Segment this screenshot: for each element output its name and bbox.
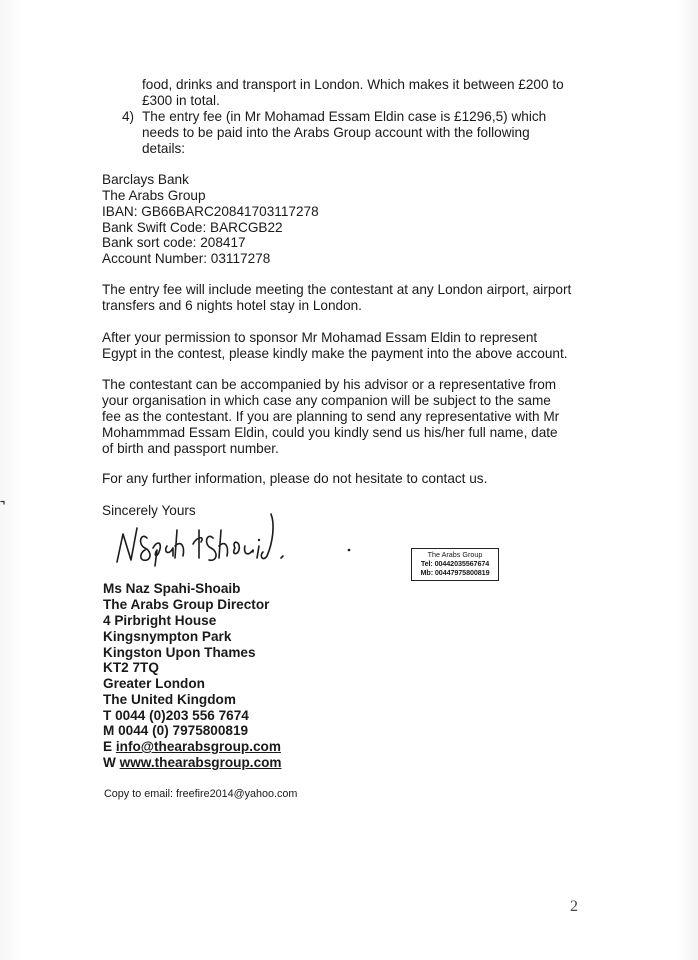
paragraph-companion-line-1: The contestant can be accompanied by his advisor or a representative from	[102, 377, 557, 392]
list-item-line-2: needs to be paid into the Arabs Group account with the following	[142, 125, 530, 140]
signatory-name: Ms Naz Spahi-Shoaib	[103, 581, 241, 596]
address-country: The United Kingdom	[103, 692, 236, 707]
paragraph-contact: For any further information, please do not hesitate to contact us.	[102, 471, 488, 486]
telephone: T 0044 (0)203 556 7674	[103, 708, 249, 723]
address-postcode: KT2 7TQ	[103, 660, 159, 675]
paragraph-fee-line-2: transfers and 6 nights hotel stay in London.	[102, 298, 362, 313]
address-line-1: 4 Pirbright House	[103, 613, 217, 628]
company-stamp	[411, 548, 499, 581]
list-item-line-1: The entry fee (in Mr Mohamad Essam Eldin case is £1296,5) which	[142, 109, 547, 124]
signatory-title: The Arabs Group Director	[103, 597, 270, 612]
list-item-number: 4)	[122, 109, 135, 124]
address-line-2: Kingsnympton Park	[103, 629, 232, 644]
list-continuation-line-2: £300 in total.	[142, 93, 220, 108]
address-line-3: Kingston Upon Thames	[103, 645, 256, 660]
paragraph-permission-line-2: Egypt in the contest, please kindly make the payment into the above account.	[102, 346, 568, 361]
email-row	[103, 739, 281, 755]
website-link[interactable]: www.thearabsgroup.com	[119, 755, 282, 770]
iban: IBAN: GB66BARC20841703117278	[102, 204, 319, 219]
paragraph-companion-line-5: of birth and passport number.	[102, 441, 279, 456]
paragraph-companion-line-4: Mohammmad Essam Eldin, could you kindly send us his/her full name, date	[102, 425, 558, 440]
sort-code: Bank sort code: 208417	[102, 235, 246, 250]
website-prefix: W	[103, 755, 116, 770]
paragraph-companion-line-2: your organisation in which case any companion will be subject to the same	[102, 393, 551, 408]
mobile: M 0044 (0) 7975800819	[103, 723, 249, 738]
stamp-company: The Arabs Group	[427, 550, 483, 559]
email-prefix: E	[103, 739, 113, 754]
account-number: Account Number: 03117278	[102, 251, 271, 266]
address-region: Greater London	[103, 676, 205, 691]
paragraph-permission-line-1: After your permission to sponsor Mr Mohamad Essam Eldin to represent	[102, 330, 538, 345]
page-number: 2	[570, 898, 578, 915]
email-link[interactable]: info@thearabsgroup.com	[115, 739, 281, 754]
website-row	[103, 755, 282, 771]
handwritten-signature	[113, 500, 353, 572]
paragraph-companion-line-3: fee as the contestant. If you are planning to send any representative with Mr	[102, 409, 560, 424]
stamp-mob: Mb: 00447975800819	[420, 568, 490, 577]
closing: Sincerely Yours	[102, 503, 196, 518]
account-holder: The Arabs Group	[102, 188, 206, 203]
swift-code: Bank Swift Code: BARCGB22	[102, 220, 283, 235]
list-item-line-3: details:	[142, 141, 186, 156]
stamp-tel: Tel: 00442035567674	[420, 559, 490, 568]
bank-name: Barclays Bank	[102, 172, 189, 187]
scan-mark	[0, 498, 6, 505]
list-continuation-line-1: food, drinks and transport in London. Which makes it between £200 to	[142, 77, 564, 92]
paragraph-fee-line-1: The entry fee will include meeting the contestant at any London airport, airport	[102, 282, 572, 297]
copy-to-email: Copy to email: freefire2014@yahoo.com	[104, 788, 298, 800]
